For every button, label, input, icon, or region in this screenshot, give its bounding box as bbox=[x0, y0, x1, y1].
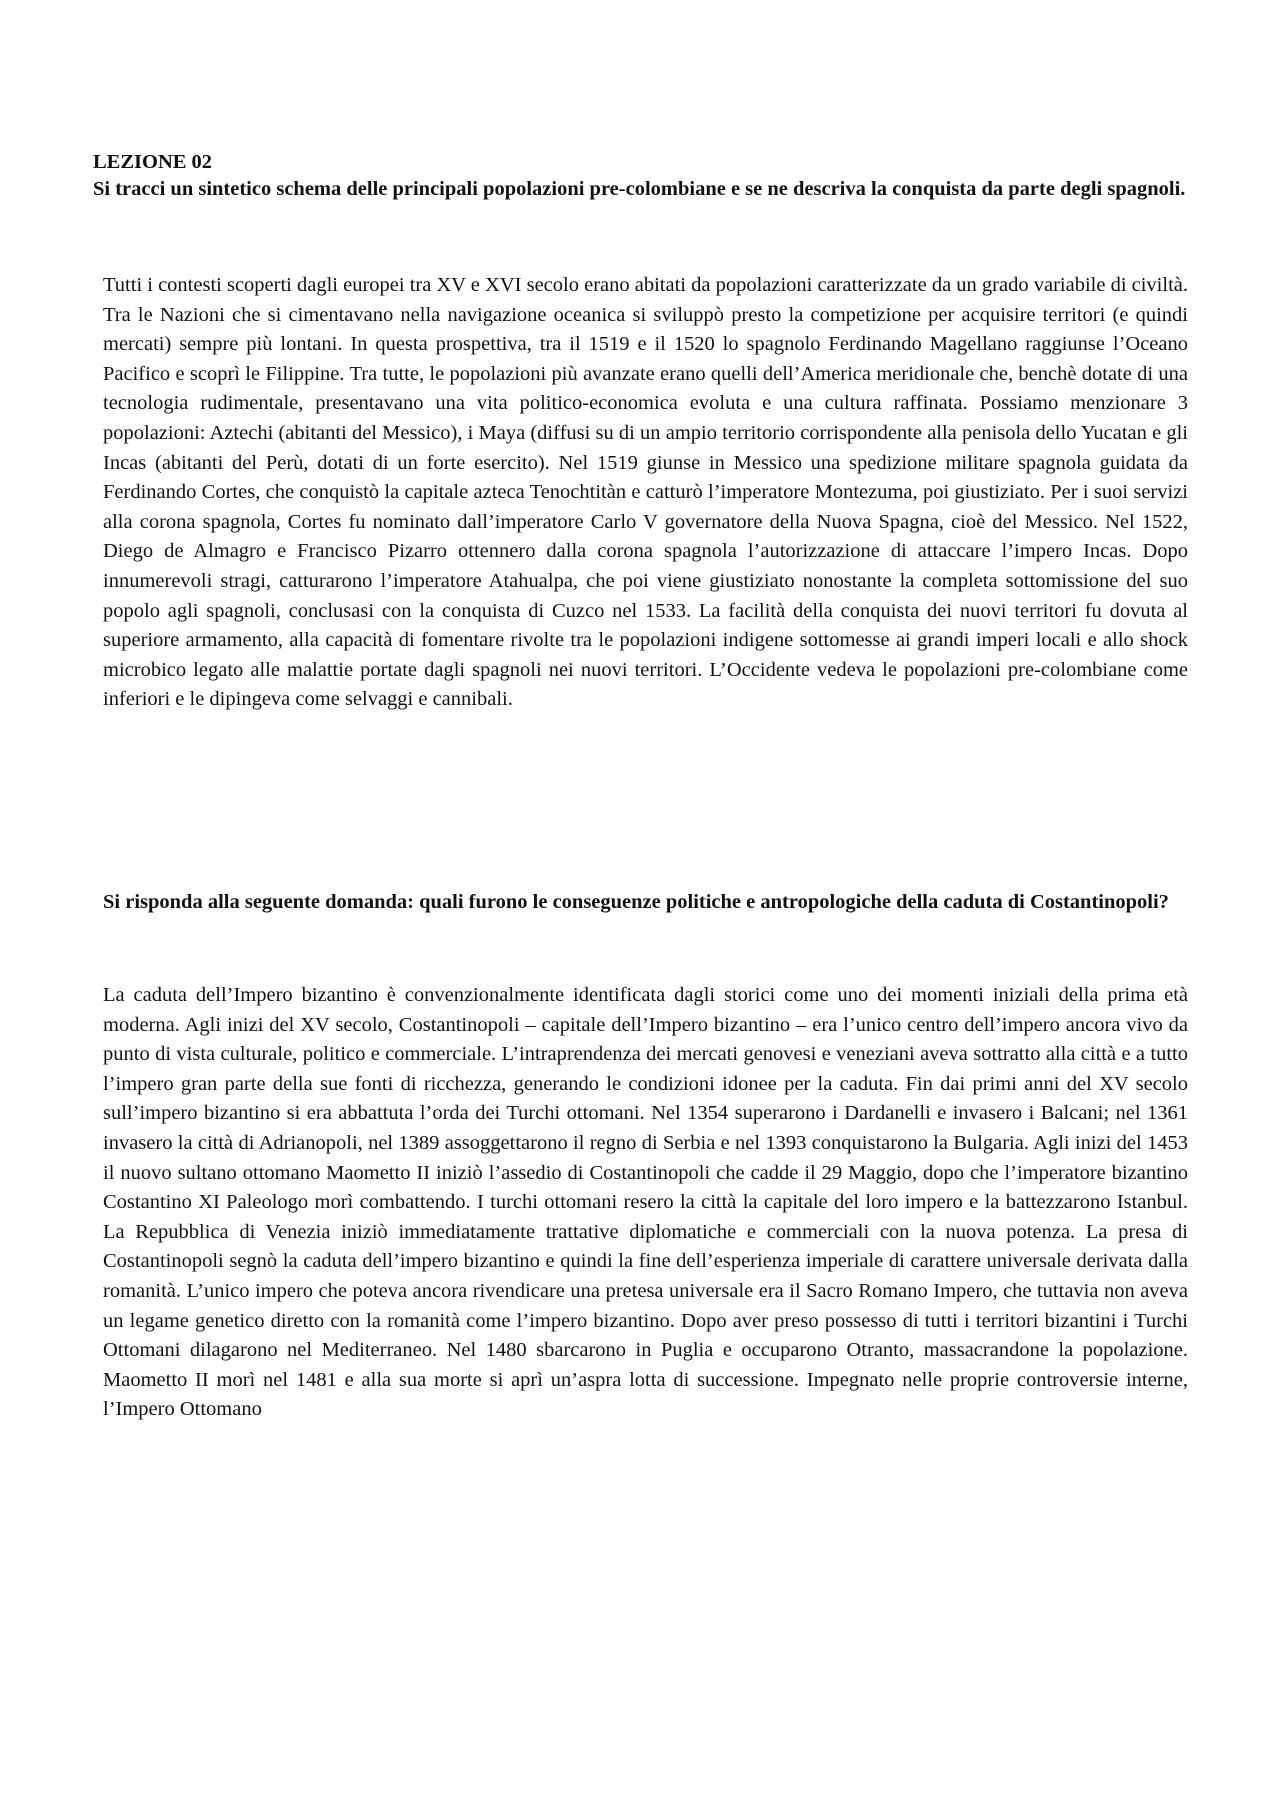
question-1: Si tracci un sintetico schema delle principali popolazioni pre-colombiane e se ne descriva la conquista da parte degli spagnoli. bbox=[93, 178, 1186, 200]
answer-2: La caduta dell’Impero bizantino è convenzionalmente identificata dagli storici come uno dei momenti iniziali della prima età moderna. Agli inizi del XV secolo, Costantinopoli – capitale dell’Impero bizantino – era l’unico centro dell’impero ancora vivo da punto di vista culturale, politico e commerciale. L’intraprendenza dei mercati genovesi e veneziani aveva sottratto alla città e a tutto l’impero gran parte della sue fonti di ricchezza, generando le condizioni idonee per la caduta. Fin dai primi anni del XV secolo sull’impero bizantino si era abbattuta l’orda dei Turchi ottomani. Nel 1354 superarono i Dardanelli e invasero i Balcani; nel 1361 invasero la città di Adrianopoli, nel 1389 assoggettarono il regno di Serbia e nel 1393 conquistarono la Bulgaria. Agli inizi del 1453 il nuovo sultano ottomano Maometto II iniziò l’assedio di Costantinopoli che cadde il 29 Maggio, dopo che l’imperatore bizantino Costantino XI Paleologo morì combattendo. I turchi ottomani resero la città la capitale del loro impero e la battezzarono Istanbul. La Repubblica di Venezia iniziò immediatamente trattative diplomatiche e commerciali con la nuova potenza. La presa di Costantinopoli segnò la caduta dell’impero bizantino e quindi la fine dell’esperienza imperiale di carattere universale derivata dalla romanità. L’unico impero che poteva ancora rivendicare una pretesa universale era il Sacro Romano Impero, che tuttavia non aveva un legame genetico diretto con la romanità come l’impero bizantino. Dopo aver preso possesso di tutti i territori bizantini i Turchi Ottomani dilagarono nel Mediterraneo. Nel 1480 sbarcarono in Puglia e occuparono Otranto, massacrandone la popolazione. Maometto II morì nel 1481 e alla sua morte si aprì un’aspra lotta di successione. Impegnato nelle proprie controversie interne, l’Impero Ottomano bbox=[103, 984, 1188, 1421]
question-2: Si risponda alla seguente domanda: quali furono le conseguenze politiche e antropologiche della caduta di Costantinopoli? bbox=[103, 891, 1169, 913]
lesson-title: LEZIONE 02 bbox=[93, 151, 213, 173]
answer-1: Tutti i contesti scoperti dagli europei tra XV e XVI secolo erano abitati da popolazioni caratterizzate da un grado variabile di civiltà. Tra le Nazioni che si cimentavano nella navigazione oceanica si sviluppò presto la competizione per acquisire territori (e quindi mercati) sempre più lontani. In questa prospettiva, tra il 1519 e il 1520 lo spagnolo Ferdinando Magellano raggiunse l’Oceano Pacifico e scoprì le Filippine. Tra tutte, le popolazioni più avanzate erano quelli dell’America meridionale che, benchè dotate di una tecnologia rudimentale, presentavano una vita politico-economica evoluta e una cultura raffinata. Possiamo menzionare 3 popolazioni: Aztechi (abitanti del Messico), i Maya (diffusi su di un ampio territorio corrispondente alla penisola dello Yucatan e gli Incas (abitanti del Perù, dotati di un forte esercito). Nel 1519 giunse in Messico una spedizione militare spagnola guidata da Ferdinando Cortes, che conquistò la capitale azteca Tenochtitàn e catturò l’imperatore Montezuma, poi giustiziato. Per i suoi servizi alla corona spagnola, Cortes fu nominato dall’imperatore Carlo V governatore della Nuova Spagna, cioè del Messico. Nel 1522, Diego de Almagro e Francisco Pizarro ottennero dalla corona spagnola l’autorizzazione di attaccare l’impero Incas. Dopo innumerevoli stragi, catturarono l’imperatore Atahualpa, che poi viene giustiziato nonostante la completa sottomissione del suo popolo agli spagnoli, conclusasi con la conquista di Cuzco nel 1533. La facilità della conquista dei nuovi territori fu dovuta al superiore armamento, alla capacità di fomentare rivolte tra le popolazioni indigene sottomesse ai grandi imperi locali e allo shock microbico legato alle malattie portate dagli spagnoli nei nuovi territori. L’Occidente vedeva le popolazioni pre-colombiane come inferiori e le dipingeva come selvaggi e cannibali. bbox=[103, 274, 1188, 711]
